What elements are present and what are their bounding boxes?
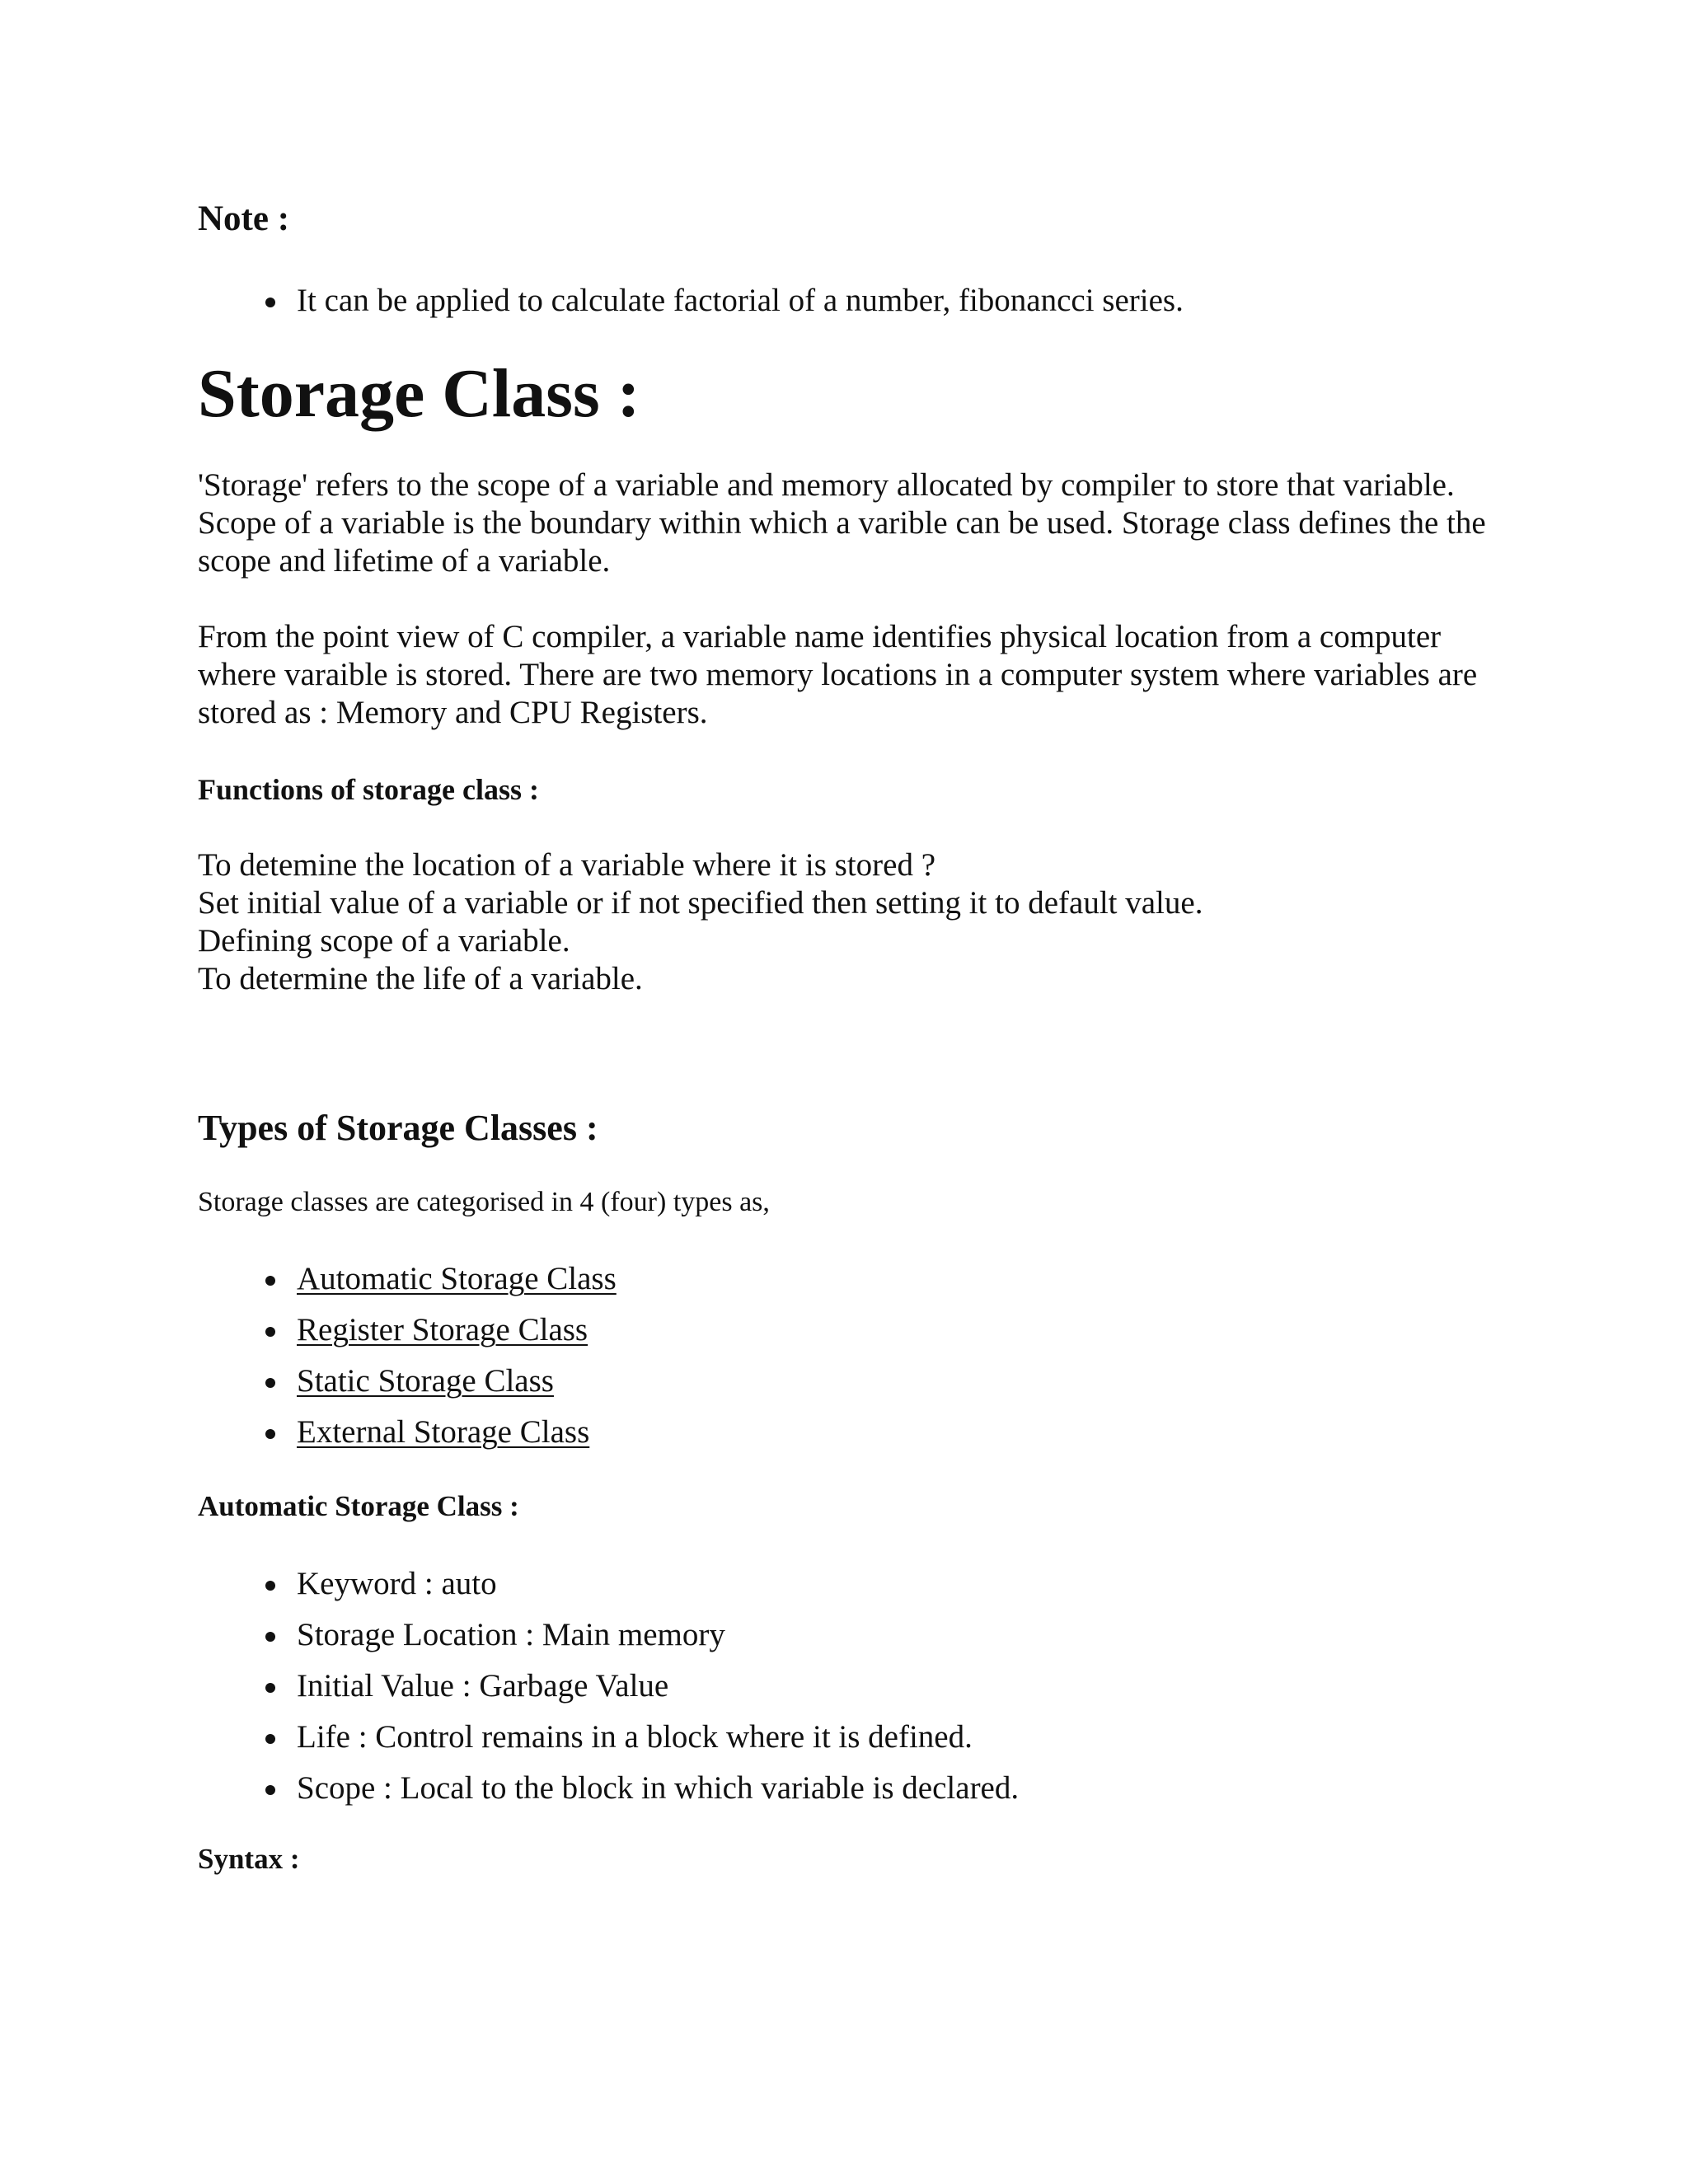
- list-item: Life : Control remains in a block where it is defined.: [198, 1712, 1490, 1763]
- list-item: Storage Location : Main memory: [198, 1610, 1490, 1661]
- register-storage-class-link[interactable]: Register Storage Class: [297, 1312, 588, 1347]
- static-storage-class-link[interactable]: Static Storage Class: [297, 1363, 554, 1399]
- functions-heading: Functions of storage class :: [198, 773, 539, 806]
- compiler-view-paragraph: From the point view of C compiler, a variable name identifies physical location from a computer where varaible is stored. There are two memory locations in a computer system where variables are stored as : Memory and CPU Registers.: [198, 619, 1478, 730]
- list-item: [198, 1305, 1490, 1356]
- note-list: [198, 275, 1490, 326]
- note-heading: Note :: [198, 199, 290, 238]
- types-heading: Types of Storage Classes :: [198, 1108, 598, 1148]
- types-intro: Storage classes are categorised in 4 (four) types as,: [198, 1187, 770, 1217]
- function-line: To detemine the location of a variable where it is stored ?: [198, 847, 936, 883]
- list-item: Keyword : auto: [198, 1558, 1490, 1610]
- functions-list: [198, 846, 1490, 998]
- function-line: To determine the life of a variable.: [198, 961, 643, 996]
- storage-definition-paragraph: 'Storage' refers to the scope of a variable and memory allocated by compiler to store that variable. Scope of a variable is the boundary within which a varible can be used. Storage class defines the the scope and lifetime of a variable.: [198, 467, 1486, 579]
- list-item: It can be applied to calculate factorial of a number, fibonancci series.: [198, 275, 1490, 326]
- automatic-storage-heading: Automatic Storage Class :: [198, 1490, 519, 1522]
- function-line: Set initial value of a variable or if not specified then setting it to default value.: [198, 885, 1203, 921]
- function-line: Defining scope of a variable.: [198, 923, 570, 958]
- types-link-list: [198, 1254, 1490, 1458]
- list-item: [198, 1407, 1490, 1458]
- external-storage-class-link[interactable]: External Storage Class: [297, 1414, 590, 1450]
- list-item: Initial Value : Garbage Value: [198, 1661, 1490, 1712]
- automatic-properties-list: [198, 1558, 1490, 1814]
- syntax-heading: Syntax :: [198, 1843, 300, 1875]
- list-item: Scope : Local to the block in which variable is declared.: [198, 1763, 1490, 1814]
- automatic-storage-class-link[interactable]: Automatic Storage Class: [297, 1261, 617, 1296]
- page-title: Storage Class :: [198, 355, 640, 432]
- list-item: [198, 1254, 1490, 1305]
- list-item: [198, 1356, 1490, 1407]
